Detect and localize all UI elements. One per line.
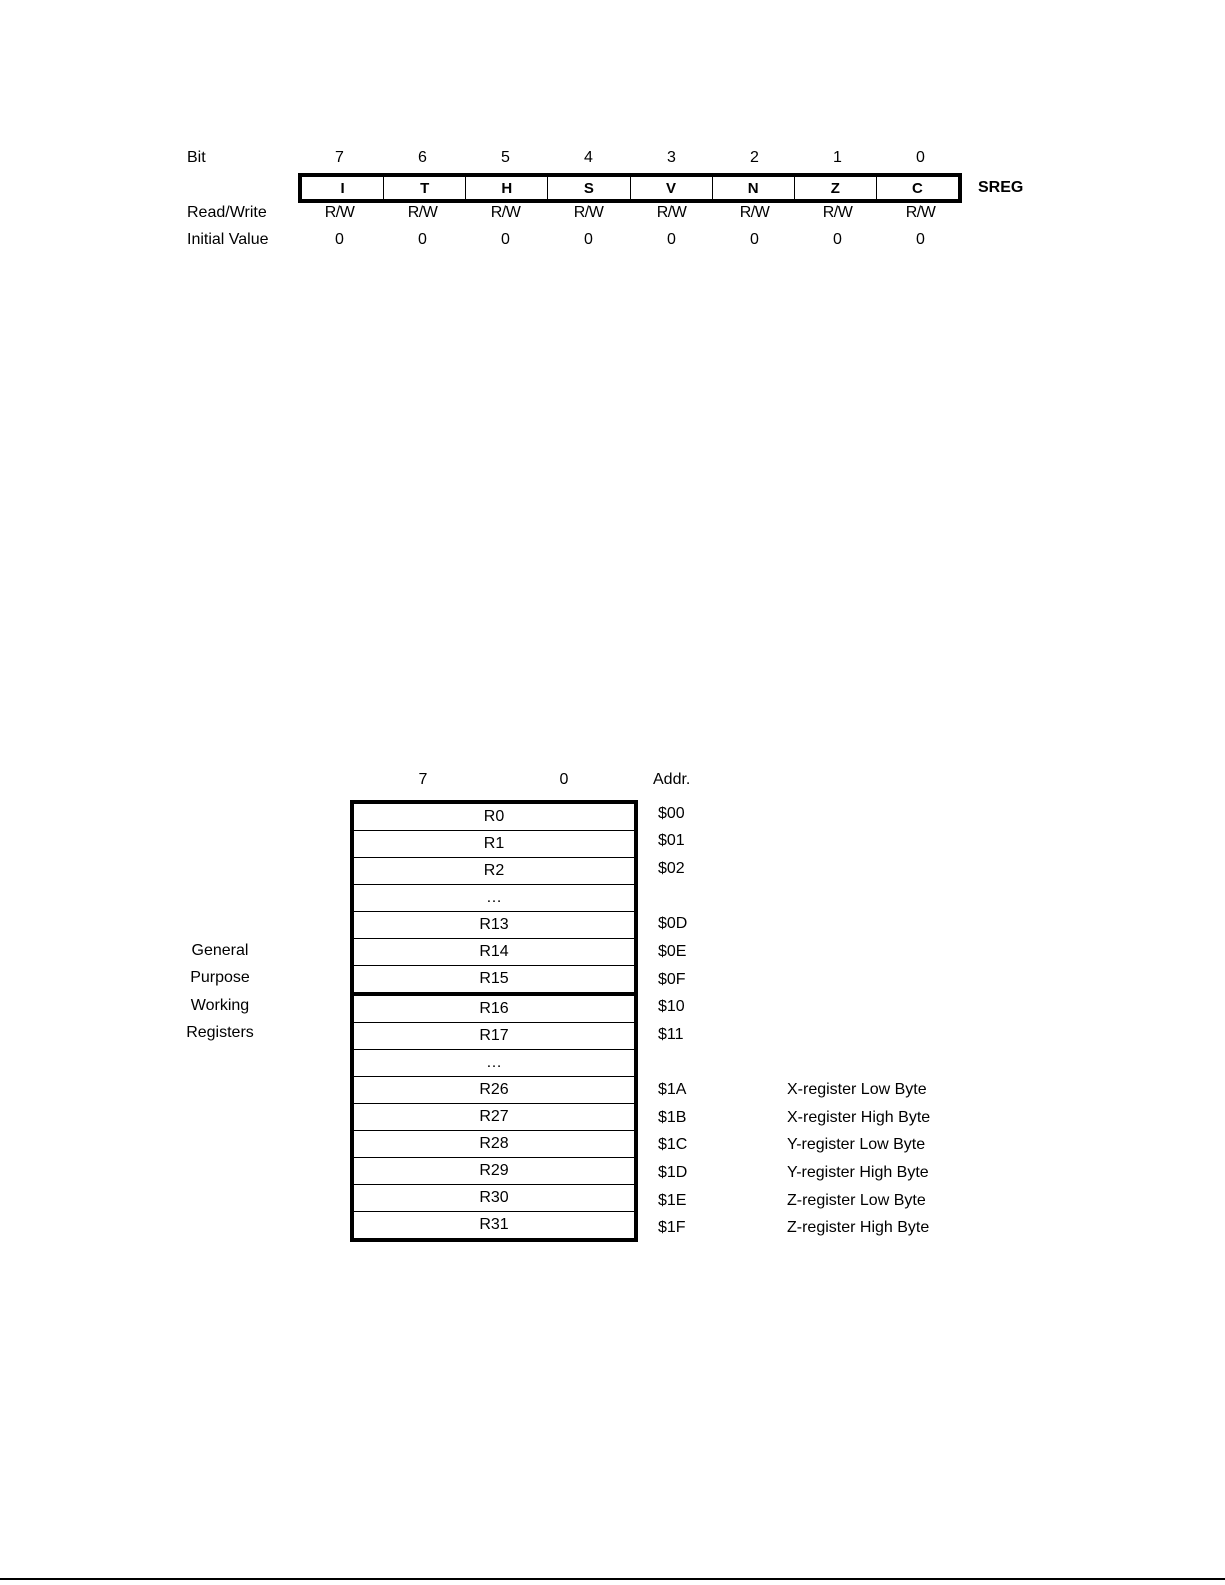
- lsb-bit-label: 0: [559, 771, 569, 788]
- bit-number: 6: [418, 149, 427, 166]
- register-address: $0E: [658, 942, 687, 960]
- register-note: Y-register High Byte: [787, 1163, 929, 1181]
- bit-read-write: R/W: [739, 204, 770, 221]
- sreg-bit-cell: V: [631, 177, 713, 199]
- bit-read-write: R/W: [822, 204, 853, 221]
- register-file-box: [350, 800, 638, 1242]
- register-row: …: [354, 1050, 634, 1077]
- bit-number: 5: [501, 149, 510, 166]
- register-address: $1D: [658, 1163, 688, 1181]
- bit-number: 2: [750, 149, 759, 166]
- register-note: X-register Low Byte: [787, 1081, 927, 1099]
- register-row: R29: [354, 1158, 634, 1185]
- register-row: …: [354, 885, 634, 912]
- bit-number: 7: [335, 149, 344, 166]
- register-address: $02: [658, 860, 685, 878]
- bit-initial-value: 0: [501, 231, 510, 248]
- bit-initial-value: 0: [335, 231, 344, 248]
- read-write-row-label: Read/Write: [187, 204, 267, 221]
- register-row: R30: [354, 1185, 634, 1212]
- bit-initial-value: 0: [584, 231, 593, 248]
- register-address: $0F: [658, 970, 686, 988]
- register-row: R14: [354, 939, 634, 966]
- bit-read-write: R/W: [407, 204, 438, 221]
- register-address: $10: [658, 998, 685, 1016]
- bit-number: 4: [584, 149, 593, 166]
- register-note: Y-register Low Byte: [787, 1136, 926, 1154]
- sreg-bit-cell: H: [466, 177, 548, 199]
- initial-value-row-label: Initial Value: [187, 231, 269, 248]
- register-row: R2: [354, 858, 634, 885]
- sreg-register-name: SREG: [978, 179, 1024, 196]
- register-row: R16: [354, 996, 634, 1023]
- bit-read-write: R/W: [905, 204, 936, 221]
- group-label-line: General: [191, 942, 249, 959]
- page-bottom-rule: [0, 1578, 1225, 1580]
- register-address: $1C: [658, 1136, 688, 1154]
- bit-read-write: R/W: [324, 204, 355, 221]
- group-label-line: Working: [190, 997, 250, 1014]
- register-note: X-register High Byte: [787, 1108, 931, 1126]
- register-row: R15: [354, 966, 634, 996]
- bit-number: 3: [667, 149, 676, 166]
- sreg-bit-cell: Z: [795, 177, 877, 199]
- sreg-bit-cell: I: [302, 177, 384, 199]
- sreg-bit-cell: S: [548, 177, 630, 199]
- address-header: Addr.: [653, 771, 691, 788]
- bit-initial-value: 0: [418, 231, 427, 248]
- register-row: R27: [354, 1104, 634, 1131]
- group-label-line: Registers: [186, 1024, 254, 1041]
- sreg-bit-cell: N: [713, 177, 795, 199]
- register-address: $0D: [658, 915, 688, 933]
- sreg-bit-cell: C: [912, 179, 923, 197]
- group-label-line: Purpose: [190, 969, 250, 986]
- bit-read-write: R/W: [490, 204, 521, 221]
- bit-number: 0: [916, 149, 925, 166]
- register-row: R26: [354, 1077, 634, 1104]
- sreg-register-box: [298, 173, 962, 203]
- bit-initial-value: 0: [916, 231, 925, 248]
- bit-number: 1: [833, 149, 842, 166]
- register-address: $1E: [658, 1191, 687, 1209]
- register-row: R0: [354, 804, 634, 831]
- register-address: $01: [658, 832, 685, 850]
- register-address: $00: [658, 804, 685, 822]
- register-address: $11: [658, 1025, 684, 1043]
- bit-initial-value: 0: [750, 231, 759, 248]
- bit-read-write: R/W: [573, 204, 604, 221]
- bit-initial-value: 0: [667, 231, 676, 248]
- register-row: R1: [354, 831, 634, 858]
- register-note: Z-register High Byte: [787, 1219, 930, 1237]
- bit-row-label: Bit: [187, 149, 206, 166]
- register-row: R28: [354, 1131, 634, 1158]
- msb-bit-label: 7: [418, 771, 428, 788]
- register-address: $1B: [658, 1108, 687, 1126]
- register-address: $1F: [658, 1219, 686, 1237]
- sreg-bit-cell: T: [384, 177, 466, 199]
- bit-initial-value: 0: [833, 231, 842, 248]
- register-row: R13: [354, 912, 634, 939]
- register-address: $1A: [658, 1081, 687, 1099]
- register-row: R31: [479, 1216, 509, 1233]
- bit-read-write: R/W: [656, 204, 687, 221]
- register-row: R17: [354, 1023, 634, 1050]
- register-note: Z-register Low Byte: [787, 1191, 926, 1209]
